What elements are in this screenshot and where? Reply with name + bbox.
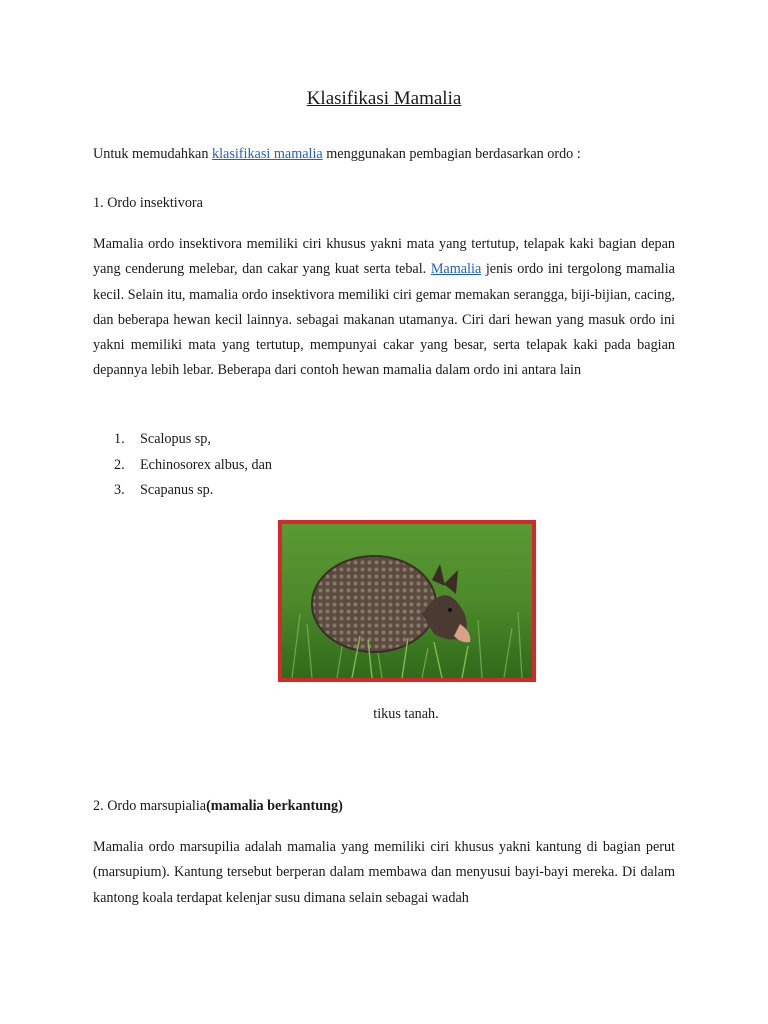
armadillo-illustration [282,524,532,678]
armadillo-photo [278,520,536,682]
section1-heading: 1. Ordo insektivora [93,195,203,211]
section1-paragraph [93,232,675,384]
intro-text-after: menggunakan pembagian berdasarkan ordo : [322,146,581,162]
list-item [114,478,272,504]
mamalia-link[interactable]: Mamalia [430,261,482,278]
section1-text-part2: jenis ordo ini tergolong mamalia kecil. Selain itu, mamalia ordo insektivora memiliki ciri gemar memakan serangga, biji-bijian, cacing, dan beberapa hewan kecil lainnya. sebagai makanan utamanya. Ciri dari hewan yang masuk ordo ini yakni memiliki mata yang tertutup, mempunyai cakar yang besar, serta telapak kaki pada bagian depannya lebih lebar. Beberapa dari contoh hewan mamalia dalam ordo ini antara lain [93,261,675,379]
list-number: 2. [114,456,125,473]
intro-paragraph [93,142,675,167]
section2-heading-bold: (mamalia berkantung) [206,798,343,814]
section2-heading-plain: 2. Ordo marsupialia [93,798,207,814]
list-text: Scalopus sp, [140,431,211,447]
section1-text-part1: Mamalia ordo insektivora memiliki ciri khusus yakni mata yang tertutup, telapak kaki bagian depan yang cenderung melebar, dan cakar yang kuat serta tebal. [93,236,675,278]
list-number: 3. [114,482,125,499]
page-title: Klasifikasi Mamalia [306,88,462,109]
klasifikasi-mamalia-link[interactable]: klasifikasi mamalia [212,146,323,162]
list-text: Scapanus sp. [140,482,214,499]
section2-heading [93,794,675,819]
list-text: Echinosorex albus, dan [140,456,272,473]
species-list [114,427,272,504]
section2-paragraph: Mamalia ordo marsupilia adalah mamalia yang memiliki ciri khusus yakni kantung di bagian perut (marsupium). Kantung tersebut berperan dalam membawa dan menyusui bayi-bayi mereka. Di dalam kantong koala terdapat kelenjar susu dimana selain sebagai wadah [93,839,675,906]
list-item [114,427,272,453]
image-caption: tikus tanah. [373,706,439,722]
list-item [114,453,272,479]
list-number: 1. [114,431,125,447]
intro-text-before: Untuk memudahkan [93,146,212,162]
